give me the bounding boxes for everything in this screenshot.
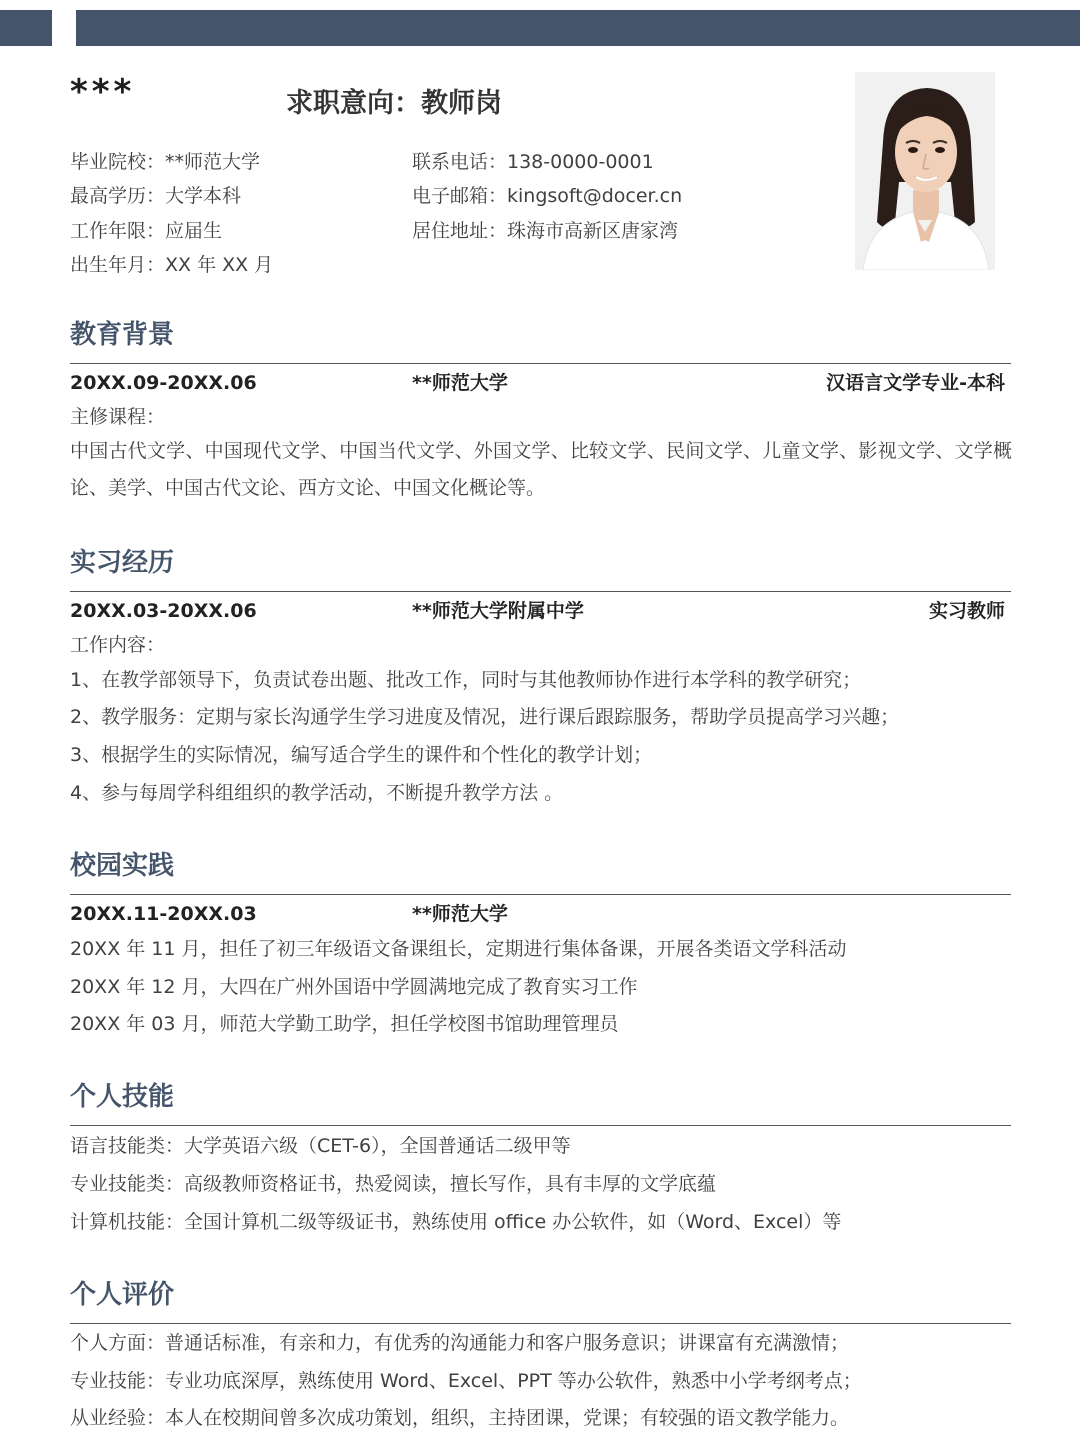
evaluation-item: 从业经验：本人在校期间曾多次成功策划，组织，主持团课，党课；有较强的语文教学能力。: [70, 1407, 850, 1429]
info-birth: 出生年月：XX 年 XX 月: [70, 254, 274, 276]
header-bar-right: [76, 10, 1080, 46]
info-phone: 联系电话：138-0000-0001: [412, 151, 654, 173]
education-divider: [70, 363, 1011, 364]
job-intent: 求职意向：教师岗: [286, 88, 502, 119]
internship-period: 20XX.03-20XX.06: [70, 600, 257, 622]
evaluation-item: 个人方面：普通话标准，有亲和力，有优秀的沟通能力和客户服务意识；讲课富有充满激情；: [70, 1332, 850, 1354]
info-education: 最高学历：大学本科: [70, 185, 242, 207]
internship-role: 实习教师: [928, 600, 1005, 622]
campus-divider: [70, 894, 1011, 895]
internship-section-title: 实习经历: [70, 548, 175, 578]
header-bar-left: [0, 10, 52, 46]
skills-section-title: 个人技能: [70, 1082, 175, 1112]
candidate-name: ***: [70, 72, 136, 112]
evaluation-divider: [70, 1323, 1011, 1324]
education-school: **师范大学: [412, 372, 508, 394]
skills-item: 语言技能类：大学英语六级（CET-6），全国普通话二级甲等: [70, 1135, 571, 1157]
profile-photo: [855, 72, 995, 270]
campus-period: 20XX.11-20XX.03: [70, 903, 257, 925]
internship-content-label: 工作内容：: [70, 634, 166, 656]
internship-item: 4、参与每周学科组组织的教学活动，不断提升教学方法 。: [70, 782, 564, 804]
info-address: 居住地址：珠海市高新区唐家湾: [412, 220, 679, 242]
education-courses-label: 主修课程：: [70, 406, 166, 428]
education-period: 20XX.09-20XX.06: [70, 372, 257, 394]
info-work-years: 工作年限：应届生: [70, 220, 223, 242]
evaluation-item: 专业技能：专业功底深厚，熟练使用 Word、Excel、PPT 等办公软件，熟悉中小学考纲考点；: [70, 1370, 862, 1392]
campus-section-title: 校园实践: [70, 851, 175, 881]
education-major: 汉语言文学专业-本科: [826, 372, 1005, 394]
education-section-title: 教育背景: [70, 320, 175, 350]
campus-item: 20XX 年 12 月，大四在广州外国语中学圆满地完成了教育实习工作: [70, 976, 638, 998]
skills-item: 专业技能类：高级教师资格证书，热爱阅读，擅长写作，具有丰厚的文学底蕴: [70, 1173, 717, 1195]
internship-item: 2、教学服务：定期与家长沟通学生学习进度及情况，进行课后跟踪服务，帮助学员提高学习兴趣；: [70, 706, 900, 728]
portrait-illustration: [855, 72, 995, 270]
campus-org: **师范大学: [412, 903, 508, 925]
evaluation-section-title: 个人评价: [70, 1280, 175, 1310]
education-courses: 中国古代文学、中国现代文学、中国当代文学、外国文学、比较文学、民间文学、儿童文学、影视文学、文学概论、美学、中国古代文论、西方文论、中国文化概论等。: [70, 440, 1012, 499]
skills-item: 计算机技能：全国计算机二级等级证书，熟练使用 office 办公软件，如（Word、Excel）等: [70, 1211, 842, 1233]
campus-item: 20XX 年 11 月，担任了初三年级语文备课组长，定期进行集体备课，开展各类语文学科活动: [70, 938, 847, 960]
internship-item: 1、在教学部领导下，负责试卷出题、批改工作，同时与其他教师协作进行本学科的教学研究；: [70, 669, 862, 691]
internship-item: 3、根据学生的实际情况，编写适合学生的课件和个性化的教学计划；: [70, 744, 653, 766]
skills-divider: [70, 1125, 1011, 1126]
info-school: 毕业院校：**师范大学: [70, 151, 261, 173]
internship-divider: [70, 591, 1011, 592]
info-email: 电子邮箱：kingsoft@docer.cn: [412, 185, 683, 207]
internship-org: **师范大学附属中学: [412, 600, 584, 622]
campus-item: 20XX 年 03 月，师范大学勤工助学，担任学校图书馆助理管理员: [70, 1013, 619, 1035]
